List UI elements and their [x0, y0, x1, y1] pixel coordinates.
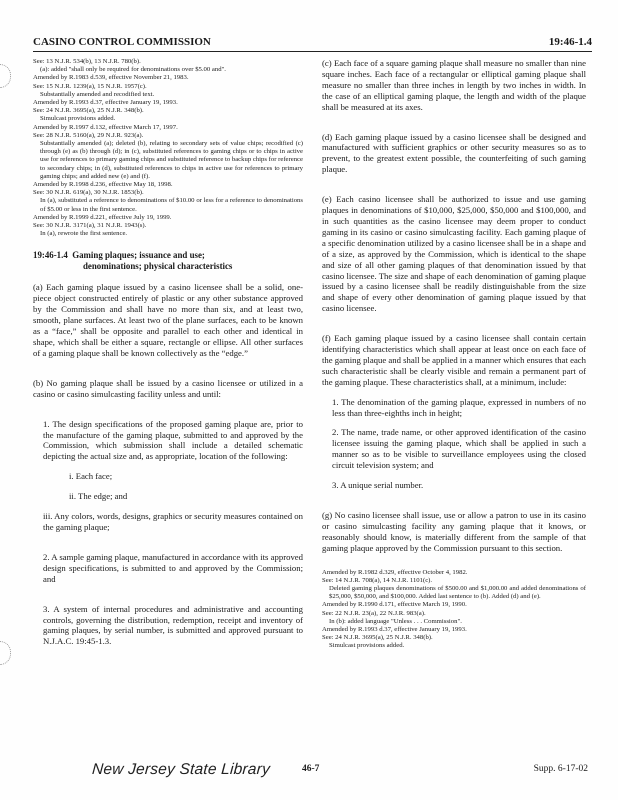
history-note: See: 30 N.J.R. 3171(a), 31 N.J.R. 1943(s). [33, 222, 147, 230]
history-note: In (a), substituted a reference to denominations of $10.00 or less for a reference to denominations of $5.00 or less in the first sentence. [40, 197, 303, 213]
paragraph-f1: 1. The denomination of the gaming plaque, expressed in numbers of no less than three-eighths inch in height; [332, 396, 586, 418]
paragraph-b2: 2. A sample gaming plaque, manufactured in accordance with its approved design specifications, is submitted to and approved by the Commission; and [43, 551, 303, 584]
paragraph-b1: 1. The design specifications of the proposed gaming plaque are, prior to the manufacture of the gaming plaque, submitted to and approved by the Commission, which submission shall include a detailed schematic depicting the actual size and, as appropriate, location of the following: [43, 418, 303, 462]
history-note: Amended by R.1990 d.171, effective March 19, 1990. [322, 601, 467, 609]
section-heading [33, 250, 303, 272]
section-title-line-1: Gaming plaques; issuance and use; [72, 250, 205, 261]
history-note: Simulcast provisions added. [329, 642, 405, 650]
history-note: Substantially amended (a); deleted (b), relating to secondary sets of value chips; recodified (c) through (e) as (b) through (d); in (c), substituted references to gaming chips or to chips in active use for references to primary gaming chips and substituted reference to backup chips for reference to secondary chips; in (d), substituted references to chips in active use for references to primary gaming chips; and added new (e) and (f). [40, 140, 303, 180]
paragraph-e: (e) Each casino licensee shall be authorized to issue and use gaming plaques in denominations of $10,000, $25,000, $50,000 and $100,000, and in such quantities as the casino licensee may deem proper to conduct gaming in its casino or casino simulcasting facility. Each gaming plaque of a specific denomination utilized by a casino licensee shall be in a shape and of a size, as approved by the Commission, which is identical to the shape and size of all other gaming plaques of that denomination issued by that casino licensee. The size and shape of each denomination of gaming plaque issued by a casino licensee shall be readily distinguishable from the size and shape of every other denomination of gaming plaque issued by that casino licensee. [322, 194, 586, 314]
paragraph-b: (b) No gaming plaque shall be issued by a casino licensee or utilized in a casino or casino simulcasting facility unless and until: [33, 377, 303, 399]
page-number: 46-7 [302, 764, 320, 774]
right-column [322, 58, 586, 651]
history-note: Amended by R.1997 d.132, effective March 17, 1997. [33, 123, 178, 131]
history-note: See: 24 N.J.R. 3695(a), 25 N.J.R. 348(b). [33, 107, 144, 115]
header-title: CASINO CONTROL COMMISSION [33, 36, 211, 48]
history-note: Simulcast provisions added. [40, 115, 116, 123]
history-note: Amended by R.1982 d.329, effective October 4, 1982. [322, 568, 468, 576]
paragraph-a: (a) Each gaming plaque issued by a casino licensee shall be a solid, one-piece object constructed entirely of plastic or any other substance approved by the Commission and shall have no more than six, and at least two, smooth, plane surfaces. At least two of the plane surfaces, each to be known as a “face,” shall be opposite and parallel to each other and identical in shape, which shall be either a square, rectangle or ellipse. All other surfaces of a gaming plaque shall be known collectively as the “edge.” [33, 282, 303, 358]
paragraph-c: (c) Each face of a square gaming plaque shall measure no smaller than nine square inches. Each face of a rectangular or elliptical gaming plaque shall measure no smaller than three inches in length by two inches in width. In the case of an elliptical gaming plaque, the length and width of the plaque shall be measured at its axes. [322, 58, 586, 112]
header-rule [33, 51, 592, 52]
history-note: Amended by R.1999 d.221, effective July 19, 1999. [33, 213, 172, 221]
history-note: See: 13 N.J.R. 534(b), 13 N.J.R. 780(b). [33, 58, 141, 65]
punch-hole-mark [0, 64, 11, 88]
header-section-number: 19:46-1.4 [548, 36, 592, 48]
history-note: Amended by R.1998 d.236, effective May 18, 1998. [33, 181, 173, 189]
history-note: See: 24 N.J.R. 3695(a), 25 N.J.R. 348(b). [322, 634, 433, 642]
section-title-line-2: denominations; physical characteristics [83, 261, 233, 272]
history-note: Deleted gaming plaques denominations of $500.00 and $1,000.00 and added denominations of $25,000, $50,000, and $100,000. Added last sentence to (b). Added (d) and (e). [329, 585, 586, 601]
history-note: Amended by R.1993 d.37, effective January 19, 1993. [322, 626, 467, 634]
history-note: In (b): added language "Unless . . . Commission". [329, 617, 462, 625]
running-header [33, 36, 592, 50]
section-number: 19:46-1.4 [33, 250, 68, 261]
paragraph-b3: 3. A system of internal procedures and administrative and accounting controls, governing the distribution, redemption, receipt and inventory of gaming plaques, by serial number, is submitted and approved pursuant to N.J.A.C. 19:45-1.3. [43, 603, 303, 647]
supplement-date: Supp. 6-17-02 [533, 764, 588, 774]
left-column [33, 58, 303, 656]
history-note: In (a), rewrote the first sentence. [40, 230, 128, 238]
paragraph-b1-iii: iii. Any colors, words, designs, graphics or security measures contained on the gaming plaque; [43, 511, 303, 532]
paragraph-f2: 2. The name, trade name, or other approved identification of the casino licensee issuing the gaming plaque, which shall be applied in such a manner so as to be visible to surveillance employees using the closed circuit television system; and [332, 427, 586, 471]
history-note: Amended by R.1983 d.539, effective November 21, 1983. [33, 74, 189, 82]
paragraph-b1-i: i. Each face; [69, 471, 113, 482]
history-note: See: 28 N.J.R. 5160(a), 29 N.J.R. 923(a). [33, 131, 144, 139]
paragraph-b1-ii: ii. The edge; and [69, 491, 128, 502]
library-stamp: New Jersey State Library [91, 761, 271, 778]
paragraph-f3: 3. A unique serial number. [332, 480, 424, 491]
history-note: See: 30 N.J.R. 619(a), 30 N.J.R. 1853(b). [33, 189, 144, 197]
history-note: (a): added "shall only be required for denominations over $5.00 and". [40, 66, 226, 74]
history-note: Amended by R.1993 d.37, effective January 19, 1993. [33, 99, 178, 107]
punch-hole-mark [0, 641, 11, 665]
history-note: Substantially amended and recodified text. [40, 90, 155, 98]
paragraph-f: (f) Each gaming plaque issued by a casino licensee shall contain certain identifying characteristics which shall appear at least once on each face of the gaming plaque and shall be applied in a manner which ensures that each such characteristic shall be clearly visible and remain a permanent part of the gaming plaque. These characteristics shall, at a minimum, include: [322, 333, 586, 387]
history-note: See: 22 N.J.R. 23(a), 22 N.J.R. 983(a). [322, 609, 426, 617]
paragraph-d: (d) Each gaming plaque issued by a casino licensee shall be designed and manufactured with sufficient graphics or other security measures so as to prevent, to the greatest extent possible, the counterfeiting of such gaming plaque. [322, 131, 586, 175]
history-note: See: 14 N.J.R. 708(a), 14 N.J.R. 1101(c). [322, 576, 433, 584]
paragraph-g: (g) No casino licensee shall issue, use or allow a patron to use in its casino or casino simulcasting facility any gaming plaque that it knows, or reasonably should know, is materially different from the sample of that gaming plaque approved by the Commission pursuant to this section. [322, 510, 586, 553]
history-note: See: 15 N.J.R. 1239(a), 15 N.J.R. 1957(c). [33, 82, 147, 90]
